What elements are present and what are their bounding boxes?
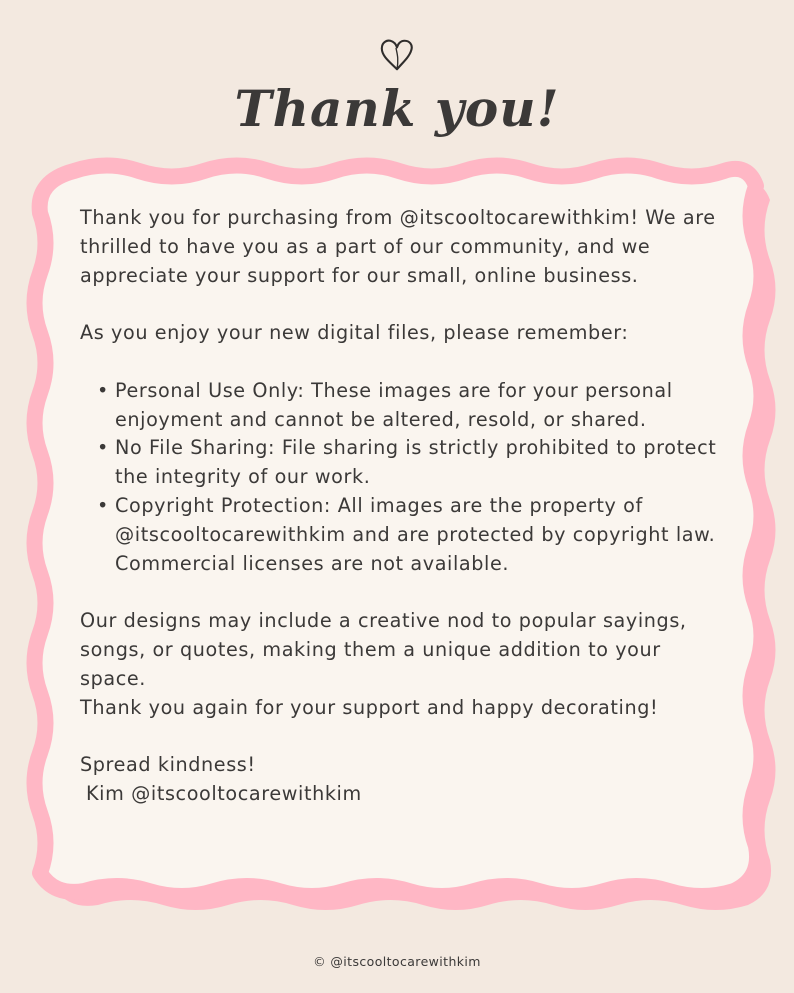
letter-body (80, 204, 720, 809)
list-item: • No File Sharing: File sharing is strictly prohibited to protect the integrity of our work. (97, 436, 717, 489)
thanks-again: Thank you again for your support and happy decorating! (80, 695, 659, 719)
list-item: • Personal Use Only: These images are for your personal enjoyment and cannot be altered, resold, or shared. (97, 378, 673, 431)
intro-paragraph: Thank you for purchasing from @itscooltocarewithkim! We are thrilled to have you as a part of our community, and we appreciate your support for our small, online business. (80, 206, 716, 287)
bullet-icon: • (97, 493, 109, 517)
bullet-icon: • (97, 378, 109, 402)
page-title: Thank you! (234, 79, 560, 138)
list-item: • Copyright Protection: All images are the property of @itscooltocarewithkim and are protected by copyright law. Commercial licenses are not available. (97, 493, 716, 575)
closing-line: Spread kindness! (80, 753, 256, 777)
designs-note: Our designs may include a creative nod to popular sayings, songs, or quotes, making them a unique addition to your space. (80, 609, 687, 690)
bullet-icon: • (97, 436, 109, 460)
footer-copyright: © @itscooltocarewithkim (313, 954, 481, 969)
reminder-lead: As you enjoy your new digital files, please remember: (80, 321, 629, 345)
signature: Kim @itscooltocarewithkim (86, 781, 362, 805)
rules-list (80, 377, 720, 579)
